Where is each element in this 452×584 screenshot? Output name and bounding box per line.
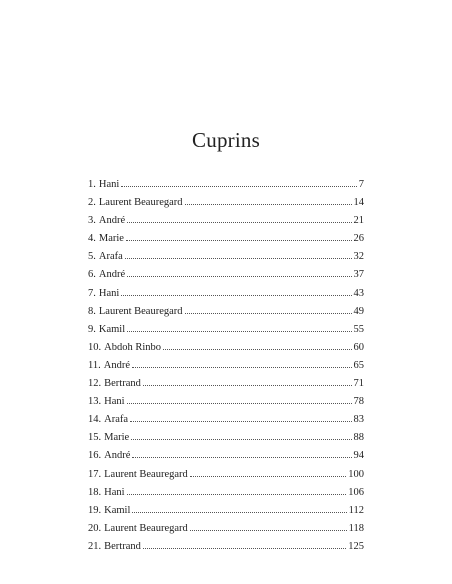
toc-entry-number: 16. <box>88 450 102 462</box>
toc-entry-title: André <box>98 269 126 281</box>
dot-leader <box>127 221 351 223</box>
toc-entry <box>88 502 364 520</box>
toc-entry <box>88 285 364 303</box>
toc-entry-title: Hani <box>104 396 125 408</box>
toc-entry-title: André <box>104 450 131 462</box>
dot-leader <box>163 348 351 350</box>
page-title: Cuprins <box>192 128 260 152</box>
toc-entry-title: Bertrand <box>104 378 141 390</box>
toc-entry-title: Hani <box>98 179 120 190</box>
dot-leader <box>130 420 351 422</box>
toc-entry-title: Laurent Beauregard <box>104 522 188 534</box>
toc-entry <box>88 520 364 538</box>
dot-leader <box>131 438 351 440</box>
toc-entry-title: Marie <box>98 233 124 245</box>
dot-leader <box>127 402 352 404</box>
dot-leader <box>190 529 347 531</box>
toc-entry-page: 112 <box>348 504 364 516</box>
toc-entry-page: 60 <box>353 341 364 353</box>
toc-entry-title: Laurent Beauregard <box>98 305 183 317</box>
toc-entry-page: 71 <box>353 378 364 390</box>
toc-entry-page: 106 <box>348 486 364 498</box>
table-of-contents <box>88 176 364 556</box>
dot-leader <box>127 330 351 332</box>
toc-entry-title: Arafa <box>104 414 129 426</box>
toc-entry-page: 83 <box>353 414 364 426</box>
toc-entry <box>88 393 364 411</box>
toc-entry-number: 2. <box>88 197 96 209</box>
toc-entry-number: 20. <box>88 522 102 534</box>
toc-entry <box>88 339 364 357</box>
dot-leader <box>185 203 352 205</box>
toc-entry <box>88 538 364 556</box>
toc-entry <box>88 375 364 393</box>
toc-entry-title: Arafa <box>98 251 123 263</box>
dot-leader <box>143 384 352 386</box>
toc-entry-title: Laurent Beauregard <box>104 468 188 480</box>
toc-entry-number: 3. <box>88 215 96 227</box>
toc-entry-page: 100 <box>348 468 364 480</box>
toc-entry <box>88 212 364 230</box>
toc-entry-number: 7. <box>88 287 96 299</box>
toc-entry-page: 125 <box>348 540 364 552</box>
toc-entry-page: 32 <box>353 251 364 263</box>
toc-entry-page: 94 <box>353 450 364 462</box>
toc-entry-number: 13. <box>88 396 102 408</box>
dot-leader <box>125 257 352 259</box>
toc-entry-title: André <box>98 215 126 227</box>
dot-leader <box>127 275 351 277</box>
toc-entry <box>88 466 364 484</box>
toc-entry-page: 55 <box>353 323 364 335</box>
toc-entry-number: 6. <box>88 269 96 281</box>
toc-entry <box>88 266 364 284</box>
toc-entry-number: 15. <box>88 432 102 444</box>
toc-entry <box>88 248 364 266</box>
toc-entry-number: 11. <box>88 359 101 371</box>
toc-entry-number: 17. <box>88 468 102 480</box>
toc-entry-page: 26 <box>353 233 364 245</box>
toc-entry-page: 37 <box>353 269 364 281</box>
toc-entry-title: Kamil <box>104 504 131 516</box>
toc-entry-number: 1. <box>88 179 96 190</box>
dot-leader <box>126 239 352 241</box>
toc-entry-page: 78 <box>353 396 364 408</box>
toc-entry-number: 10. <box>88 341 102 353</box>
toc-entry <box>88 194 364 212</box>
toc-entry-page: 14 <box>353 197 364 209</box>
dot-leader <box>132 366 352 368</box>
toc-entry-page: 7 <box>358 179 364 190</box>
toc-entry-page: 118 <box>348 522 364 534</box>
toc-entry <box>88 484 364 502</box>
toc-entry <box>88 303 364 321</box>
dot-leader <box>121 185 356 187</box>
toc-entry-page: 43 <box>353 287 364 299</box>
toc-entry-title: Marie <box>104 432 130 444</box>
dot-leader <box>143 547 346 549</box>
toc-entry <box>88 447 364 465</box>
toc-entry-number: 19. <box>88 504 102 516</box>
toc-entry-title: Laurent Beauregard <box>98 197 183 209</box>
dot-leader <box>132 511 346 513</box>
dot-leader <box>127 493 347 495</box>
dot-leader <box>185 312 352 314</box>
toc-entry <box>88 429 364 447</box>
toc-entry-number: 4. <box>88 233 96 245</box>
toc-entry-number: 5. <box>88 251 96 263</box>
dot-leader <box>132 456 351 458</box>
toc-entry-title: André <box>103 359 130 371</box>
toc-entry <box>88 321 364 339</box>
dot-leader <box>190 475 346 477</box>
toc-entry-page: 21 <box>353 215 364 227</box>
toc-entry <box>88 230 364 248</box>
toc-entry-number: 9. <box>88 323 96 335</box>
toc-entry <box>88 176 364 194</box>
toc-entry-number: 18. <box>88 486 102 498</box>
toc-entry <box>88 357 364 375</box>
toc-entry-number: 21. <box>88 540 102 552</box>
toc-entry-number: 12. <box>88 378 102 390</box>
dot-leader <box>121 294 351 296</box>
toc-entry-title: Hani <box>104 486 125 498</box>
toc-entry-page: 88 <box>353 432 364 444</box>
toc-entry-title: Hani <box>98 287 120 299</box>
toc-entry-page: 65 <box>353 359 364 371</box>
toc-entry <box>88 411 364 429</box>
toc-entry-number: 14. <box>88 414 102 426</box>
toc-entry-page: 49 <box>353 305 364 317</box>
toc-entry-title: Bertrand <box>104 540 141 552</box>
toc-entry-title: Kamil <box>98 323 126 335</box>
toc-entry-title: Abdoh Rinbo <box>104 341 162 353</box>
toc-entry-number: 8. <box>88 305 96 317</box>
